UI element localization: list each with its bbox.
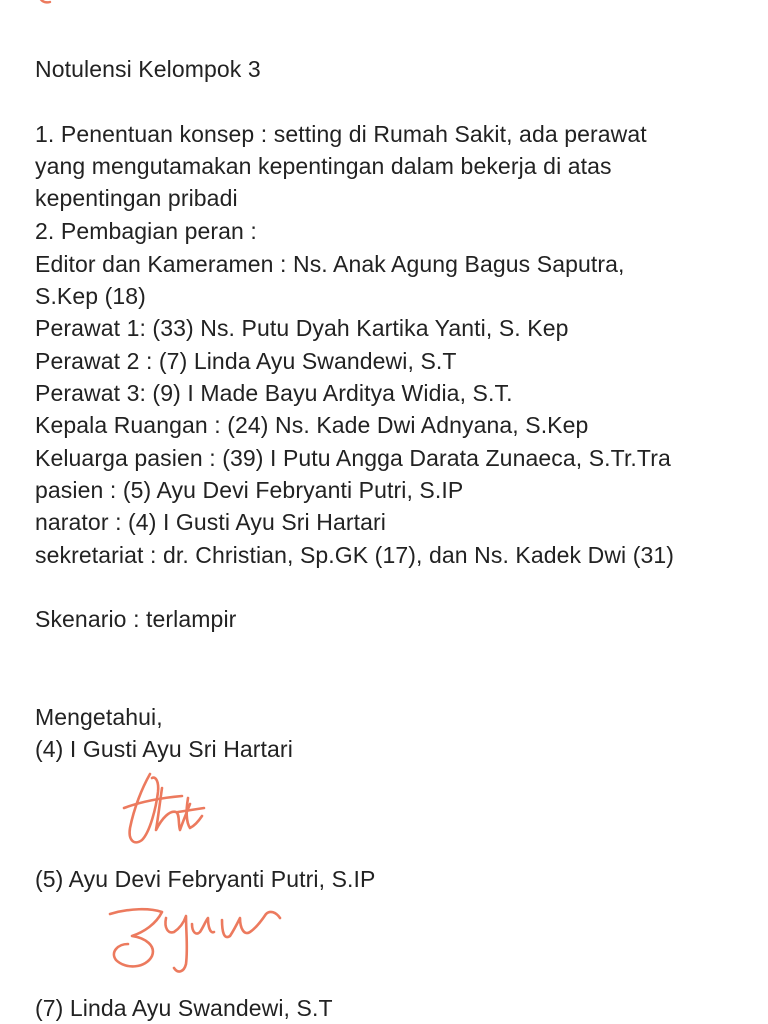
role-keluarga-pasien: Keluarga pasien : (39) I Putu Angga Darata Zunaeca, S.Tr.Tra	[35, 445, 671, 471]
role-pasien: pasien : (5) Ayu Devi Febryanti Putri, S.IP	[35, 477, 464, 503]
role-editor-line-2: S.Kep (18)	[35, 283, 146, 309]
signer-1-name: (4) I Gusti Ayu Sri Hartari	[35, 736, 293, 762]
concept-line-2: yang mengutamakan kepentingan dalam bekerja di atas	[35, 153, 612, 179]
signer-2-name: (5) Ayu Devi Febryanti Putri, S.IP	[35, 866, 376, 892]
role-sekretariat: sekretariat : dr. Christian, Sp.GK (17), dan Ns. Kadek Dwi (31)	[35, 542, 675, 568]
pen-stroke-fragment	[36, 0, 56, 8]
role-perawat-3: Perawat 3: (9) I Made Bayu Arditya Widia, S.T.	[35, 380, 513, 406]
signature-1	[120, 768, 220, 850]
role-perawat-2: Perawat 2 : (7) Linda Ayu Swandewi, S.T	[35, 348, 457, 374]
role-narator: narator : (4) I Gusti Ayu Sri Hartari	[35, 509, 386, 535]
scenario-line: Skenario : terlampir	[35, 606, 237, 632]
role-kepala-ruangan: Kepala Ruangan : (24) Ns. Kade Dwi Adnyana, S.Kep	[35, 412, 589, 438]
role-editor-line-1: Editor dan Kameramen : Ns. Anak Agung Bagus Saputra,	[35, 251, 625, 277]
signer-3-name: (7) Linda Ayu Swandewi, S.T	[35, 995, 333, 1021]
roles-heading: 2. Pembagian peran :	[35, 218, 257, 244]
document-title: Notulensi Kelompok 3	[35, 56, 261, 82]
role-perawat-1: Perawat 1: (33) Ns. Putu Dyah Kartika Yanti, S. Kep	[35, 315, 569, 341]
signature-2	[100, 898, 295, 978]
concept-line-3: kepentingan pribadi	[35, 185, 238, 211]
approval-heading: Mengetahui,	[35, 704, 163, 730]
concept-line-1: 1. Penentuan konsep : setting di Rumah Sakit, ada perawat	[35, 121, 647, 147]
